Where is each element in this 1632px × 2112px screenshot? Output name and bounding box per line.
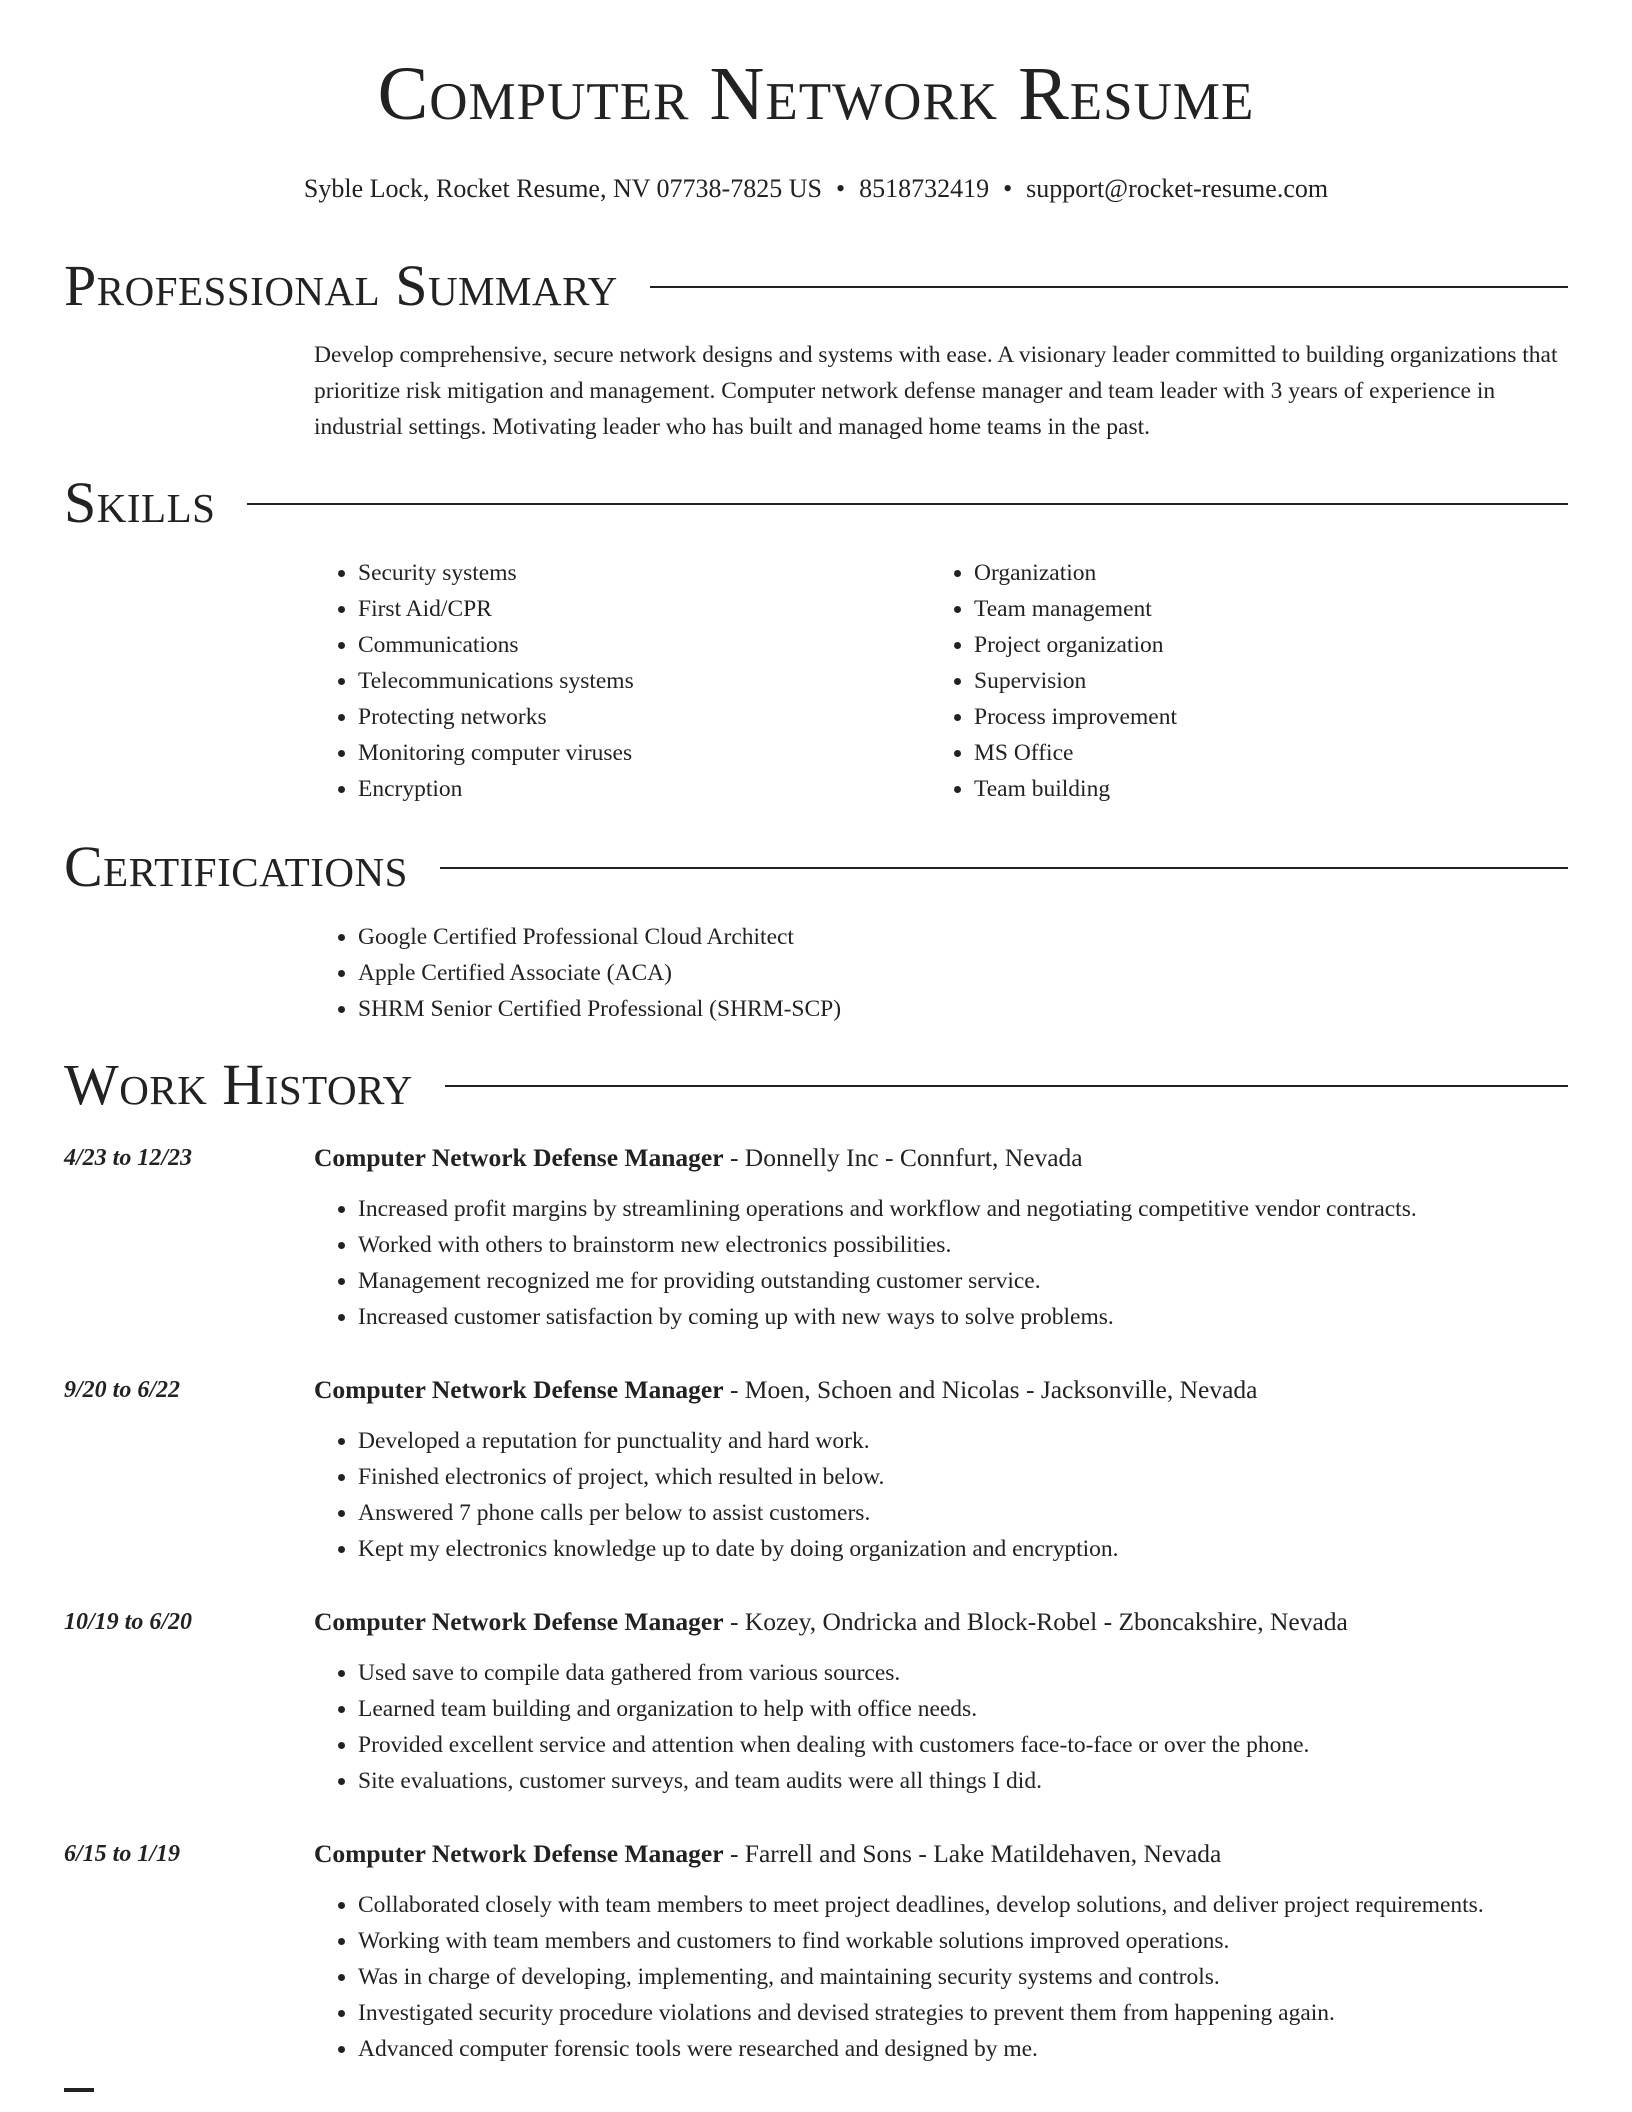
contact-line bbox=[0, 176, 1632, 202]
job-details: - Donnelly Inc - Connfurt, Nevada bbox=[723, 1143, 1083, 1172]
job-title: Computer Network Defense Manager bbox=[314, 1607, 724, 1636]
job-title: Computer Network Defense Manager bbox=[314, 1375, 724, 1404]
job-dates: 4/23 to 12/23 bbox=[64, 1145, 193, 1171]
job-bullets bbox=[314, 1423, 1632, 1567]
skill-item: • MS Office bbox=[974, 735, 1534, 771]
summary-text: Develop comprehensive, secure network designs and systems with ease. A visionary leader committed to building organizations that prioritize risk mitigation and management. Computer network defense manager and team leader with 3 years of experience in industrial settings. Motivating leader who has built and managed home teams in the past. bbox=[314, 342, 1558, 440]
job-bullet: • Used save to compile data gathered from various sources. bbox=[358, 1655, 1632, 1691]
job-bullet: • Increased profit margins by streamlining operations and workflow and negotiating competitive vendor contracts. bbox=[358, 1191, 1632, 1227]
contact-address: Syble Lock, Rocket Resume, NV 07738-7825 US bbox=[303, 174, 822, 203]
skill-item: • Team building bbox=[974, 771, 1534, 807]
certifications-section-header bbox=[64, 835, 1568, 899]
skill-item: • Process improvement bbox=[974, 699, 1534, 735]
skill-item: • Organization bbox=[974, 555, 1534, 591]
skill-item: • Supervision bbox=[974, 663, 1534, 699]
certification-item: • Google Certified Professional Cloud Architect bbox=[358, 919, 1558, 955]
certifications-list bbox=[314, 919, 1558, 1027]
job-bullet: • Answered 7 phone calls per below to assist customers. bbox=[358, 1495, 1632, 1531]
skill-item: • Encryption bbox=[358, 771, 918, 807]
job-details: - Moen, Schoen and Nicolas - Jacksonville, Nevada bbox=[723, 1375, 1258, 1404]
job-bullet: • Developed a reputation for punctuality and hard work. bbox=[358, 1423, 1632, 1459]
skills-section-header bbox=[64, 471, 1568, 535]
certifications-heading: Certifications bbox=[64, 834, 408, 899]
job-bullet: • Site evaluations, customer surveys, and team audits were all things I did. bbox=[358, 1763, 1632, 1799]
job-bullet: • Kept my electronics knowledge up to date by doing organization and encryption. bbox=[358, 1531, 1632, 1567]
skills-list-left bbox=[314, 555, 918, 807]
job-heading bbox=[314, 1609, 1348, 1635]
skill-item: • Project organization bbox=[974, 627, 1534, 663]
skill-item: • Monitoring computer viruses bbox=[358, 735, 918, 771]
job-bullet: • Working with team members and customers to find workable solutions improved operations. bbox=[358, 1923, 1632, 1959]
job-dates: 6/15 to 1/19 bbox=[64, 1841, 181, 1867]
job-bullet: • Learned team building and organization to help with office needs. bbox=[358, 1691, 1632, 1727]
job-bullet: • Investigated security procedure violations and devised strategies to prevent them from happening again. bbox=[358, 1995, 1632, 2031]
contact-email: support@rocket-resume.com bbox=[1026, 174, 1329, 203]
skill-item: • Security systems bbox=[358, 555, 918, 591]
job-bullet: • Collaborated closely with team members to meet project deadlines, develop solutions, and deliver project requirements. bbox=[358, 1887, 1632, 1923]
certification-item: • SHRM Senior Certified Professional (SHRM-SCP) bbox=[358, 991, 1558, 1027]
job-bullet: • Worked with others to brainstorm new electronics possibilities. bbox=[358, 1227, 1632, 1263]
job-heading bbox=[314, 1377, 1258, 1403]
job-bullet: • Finished electronics of project, which resulted in below. bbox=[358, 1459, 1632, 1495]
job-heading bbox=[314, 1841, 1221, 1867]
summary-heading: Professional Summary bbox=[64, 253, 618, 318]
section-divider bbox=[650, 286, 1568, 288]
skills-list-right bbox=[930, 555, 1534, 807]
skill-item: • Protecting networks bbox=[358, 699, 918, 735]
job-bullets bbox=[314, 1191, 1632, 1335]
contact-separator: • bbox=[1003, 174, 1013, 203]
job-bullets bbox=[314, 1655, 1632, 1799]
job-details: - Farrell and Sons - Lake Matildehaven, Nevada bbox=[723, 1839, 1222, 1868]
next-section-heading-cropped bbox=[64, 2088, 94, 2092]
contact-phone: 8518732419 bbox=[859, 174, 990, 203]
job-title: Computer Network Defense Manager bbox=[314, 1839, 724, 1868]
certification-item: • Apple Certified Associate (ACA) bbox=[358, 955, 1558, 991]
work-section-header bbox=[64, 1053, 1568, 1117]
section-divider bbox=[445, 1085, 1568, 1087]
job-bullet: • Increased customer satisfaction by coming up with new ways to solve problems. bbox=[358, 1299, 1632, 1335]
skill-item: • Communications bbox=[358, 627, 918, 663]
job-bullet: • Management recognized me for providing outstanding customer service. bbox=[358, 1263, 1632, 1299]
summary-section-header bbox=[64, 254, 1568, 318]
job-bullet: • Advanced computer forensic tools were researched and designed by me. bbox=[358, 2031, 1632, 2067]
job-heading bbox=[314, 1145, 1083, 1171]
skill-item: • Team management bbox=[974, 591, 1534, 627]
skill-item: • First Aid/CPR bbox=[358, 591, 918, 627]
job-details: - Kozey, Ondricka and Block-Robel - Zboncakshire, Nevada bbox=[723, 1607, 1348, 1636]
job-bullets bbox=[314, 1887, 1632, 2067]
section-divider bbox=[440, 867, 1568, 869]
section-divider bbox=[247, 503, 1568, 505]
job-bullet: • Was in charge of developing, implementing, and maintaining security systems and controls. bbox=[358, 1959, 1632, 1995]
skills-heading: Skills bbox=[64, 470, 216, 535]
contact-separator: • bbox=[835, 174, 846, 203]
job-dates: 10/19 to 6/20 bbox=[64, 1609, 193, 1635]
job-bullet: • Provided excellent service and attention when dealing with customers face-to-face or over the phone. bbox=[358, 1727, 1632, 1763]
resume-title: Computer Network Resume bbox=[377, 52, 1255, 136]
work-heading: Work History bbox=[64, 1052, 413, 1117]
job-title: Computer Network Defense Manager bbox=[314, 1143, 724, 1172]
job-dates: 9/20 to 6/22 bbox=[64, 1377, 181, 1403]
skill-item: • Telecommunications systems bbox=[358, 663, 918, 699]
